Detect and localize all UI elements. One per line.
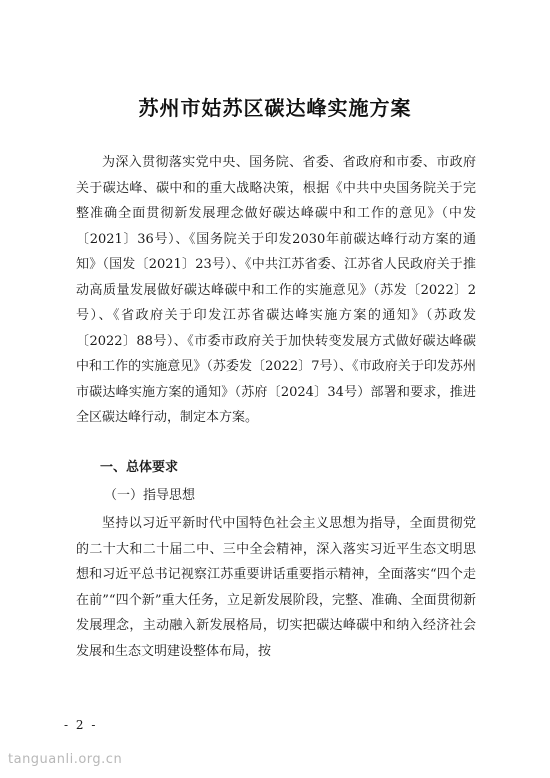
guiding-section bbox=[76, 511, 476, 664]
intro-paragraph: 为深入贯彻落实党中央、国务院、省委、省政府和市委、市政府关于碳达峰、碳中和的重大战略决策，根据《中共中央国务院关于完整准确全面贯彻新发展理念做好碳达峰碳中和工作的意见》（中发〔2021〕36号）、《国务院关于印发2030年前碳达峰行动方案的通知》（国发〔2021〕23号）、《中共江苏省委、江苏省人民政府关于推动高质量发展做好碳达峰碳中和工作的实施意见》（苏发〔2022〕2号）、《省政府关于印发江苏省碳达峰实施方案的通知》（苏政发〔2022〕88号）、《市委市政府关于加快转变发展方式做好碳达峰碳中和工作的实施意见》（苏委发〔2022〕7号）、《市政府关于印发苏州市碳达峰实施方案的通知》（苏府〔2024〕34号）部署和要求，推进全区碳达峰行动，制定本方案。 bbox=[76, 155, 476, 425]
section-heading: 一、总体要求 bbox=[100, 460, 179, 475]
intro-section bbox=[76, 150, 476, 431]
guiding-paragraph: 坚持以习近平新时代中国特色社会主义思想为指导，全面贯彻党的二十大和二十届二中、三中全会精神，深入落实习近平生态文明思想和习近平总书记视察江苏重要讲话重要指示精神，全面落实“四个走在前”“四个新”重大任务，立足新发展阶段，完整、准确、全面贯彻新发展理念，主动融入新发展格局，切实把碳达峰碳中和纳入经济社会发展和生态文明建设整体布局，按 bbox=[76, 516, 476, 659]
document-title: 苏州市姑苏区碳达峰实施方案 bbox=[138, 96, 412, 120]
page-number: - 2 - bbox=[64, 718, 98, 732]
subsection-heading: （一）指导思想 bbox=[104, 488, 196, 503]
watermark-text: tanguanli.org.cn bbox=[8, 752, 123, 767]
